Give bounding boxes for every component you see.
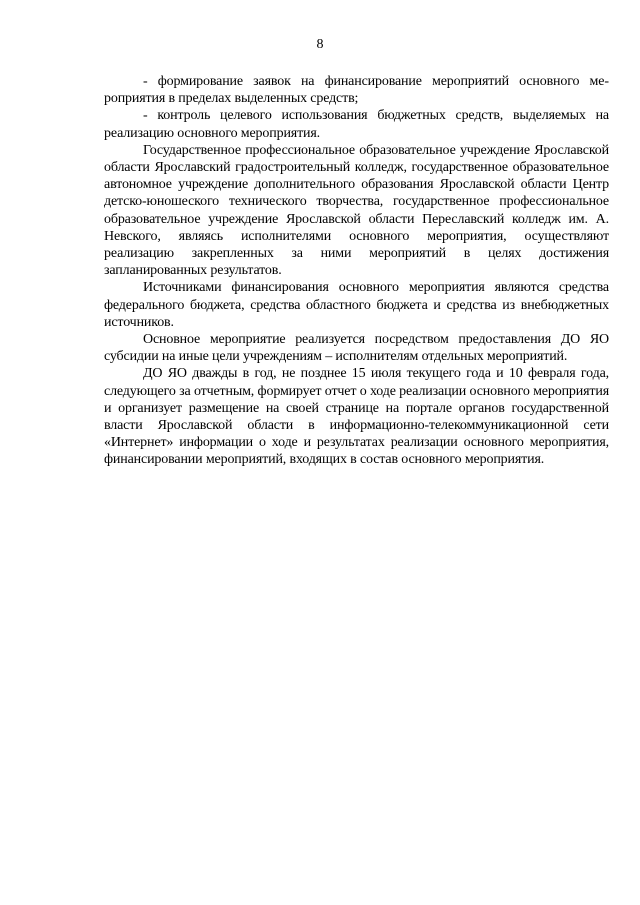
document-body — [104, 73, 609, 469]
paragraph-funding-sources: Источниками финансирования основного мероприятия являются средства федерального бюджета, средства областного бюджета и средства из внебюджетных источников. — [104, 280, 609, 330]
paragraph-funds-control: - контроль целевого использования бюджетных средств, выделяемых на реализацию основного мероприятия. — [104, 108, 609, 141]
paragraph-budget-requests: - формирование заявок на финансирование мероприятий основного мероприятия в пределах выделенных средств; — [104, 74, 609, 107]
page-number: 8 — [316, 37, 324, 52]
paragraph-subsidies: Основное мероприятие реализуется посредством предоставления ДО ЯО субсидии на иные цели учреждениям – исполнителям отдельных мероприятий. — [104, 332, 609, 365]
paragraph-reporting: ДО ЯО дважды в год, не позднее 15 июля текущего года и 10 февраля года, следующего за отчетным, формирует отчет о ходе реализации основного мероприятия и организует размещение на своей странице на портале органов государственной власти Ярославской области в информационно-телекоммуникационной сети «Интернет» информации о ходе и результатах реализации основного мероприятия, финансировании мероприятий, входящих в состав основного мероприятия. — [104, 366, 609, 468]
paragraph-executors: Государственное профессиональное образовательное учреждение Ярославской области Ярославский градостроительный колледж, государственное образовательное автономное учреждение дополнительного образования Ярославской области Центр детско-юношеского технического творчества, государственное профессиональное образовательное учреждение Ярославской области Переславский колледж им. А. Невского, являясь исполнителями основного мероприятия, осуществляют реализацию закрепленных за ними мероприятий в целях достижения запланированных результатов. — [104, 142, 609, 279]
